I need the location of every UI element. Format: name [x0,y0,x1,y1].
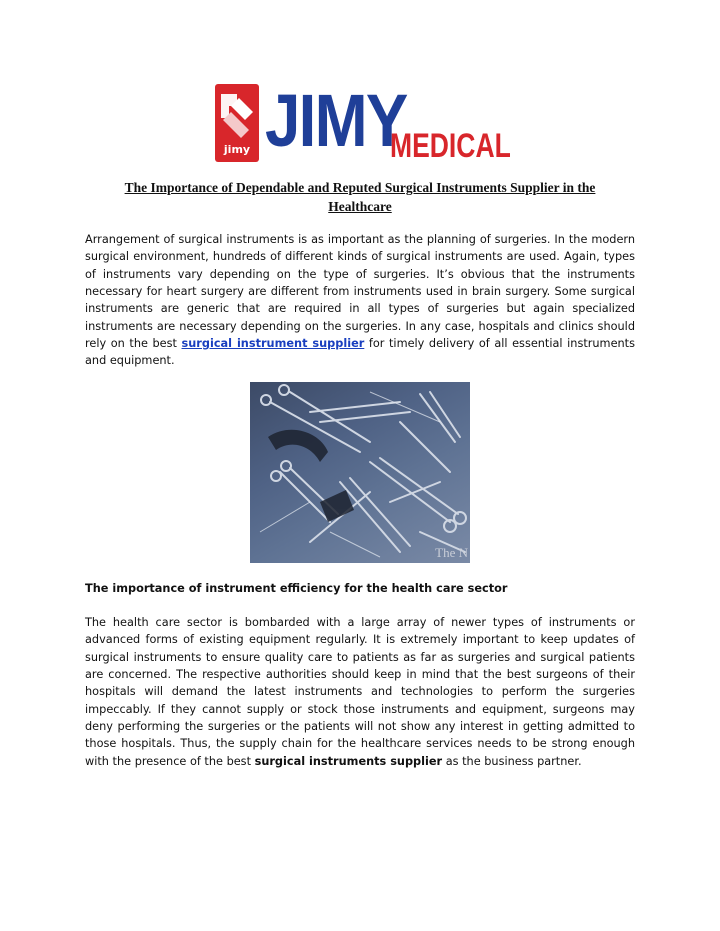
logo-badge-icon [215,84,259,162]
intro-text-start: Arrangement of surgical instruments is as important as the planning of surgeries. In the modern surgical environment, hundreds of different kinds of surgical instruments are used. Again, types of instruments vary depending on the type of surgeries. It’s obvious that the instruments necessary for heart surgery are different from instruments used in brain surgery. Some surgical instruments are generic that are required in all types of surgeries but again specialized instruments are necessary depending on the surgeries. In any case, hospitals and clinics should rely on the best [85,233,635,351]
surgical-instruments-supplier-bold: surgical instruments supplier [254,754,443,768]
intro-paragraph [85,231,635,370]
instruments-illustration [250,382,470,563]
jimy-medical-logo [215,79,511,166]
logo-badge-text: jimy [223,143,251,156]
efficiency-text-end: as the business partner. [442,754,582,768]
logo-brand-sub: MEDICAL [390,127,511,165]
surgical-instrument-supplier-link[interactable]: surgical instrument supplier [181,337,365,351]
document-title: The Importance of Dependable and Reputed Surgical Instruments Supplier in the Healthcare [124,180,596,214]
photo-watermark: The N [435,545,468,560]
efficiency-text-start: The health care sector is bombarded with a large array of newer types of instruments or advanced forms of existing equipment regularly. It is extremely important to keep updates of surgical instruments to ensure quality care to patients as far as surgeries and surgical patients are concerned. The respective authorities should keep in mind that the best surgeons of their hospitals will demand the latest instruments and technologies to perform the surgeries impeccably. If they cannot supply or stock those instruments and equipment, surgeons may deny performing the surgeries or the patients will not show any interest in getting admitted to those hospitals. Thus, the supply chain for the healthcare services needs to be strong enough with the presence of the best [85,616,635,768]
logo-brand-main: JIMY [265,79,407,162]
efficiency-paragraph [85,614,635,770]
section-heading: The importance of instrument efficiency for the health care sector [85,582,508,595]
intro-text-end: for timely delivery of all essential instruments and equipment. [85,337,635,368]
surgical-instruments-photo [250,382,470,563]
